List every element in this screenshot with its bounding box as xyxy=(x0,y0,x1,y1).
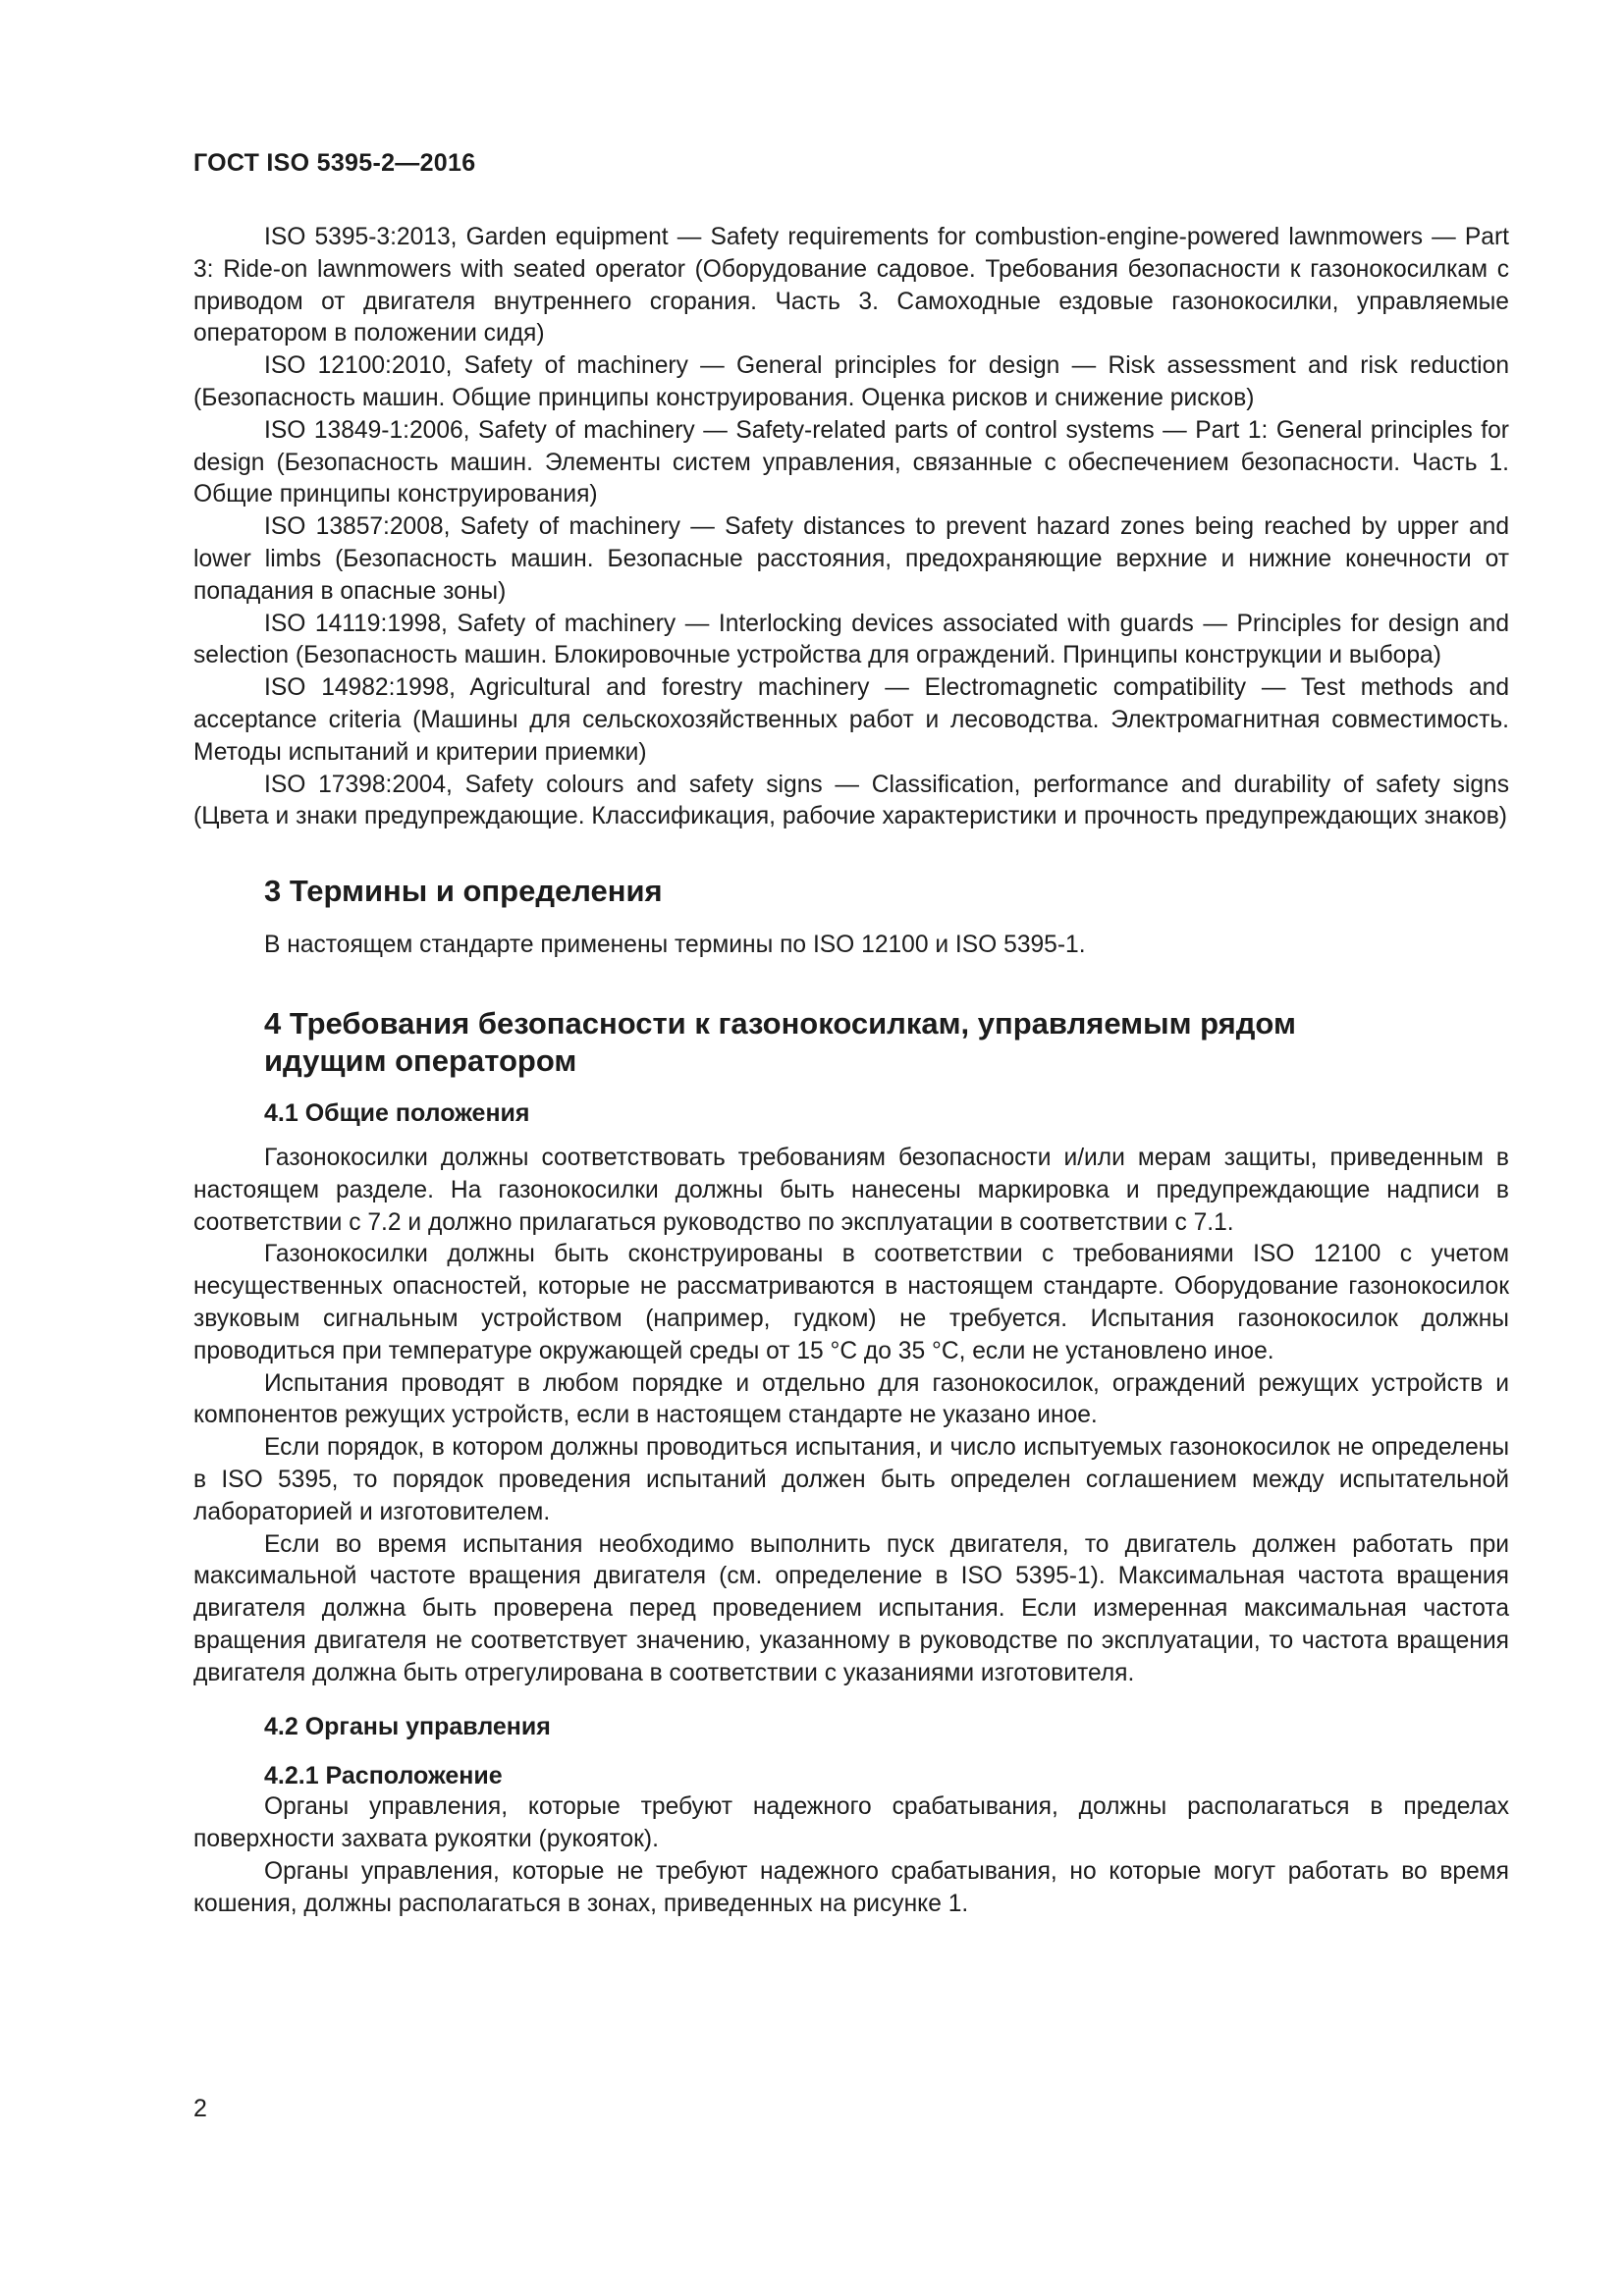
normative-references xyxy=(193,222,1509,833)
reference-item: ISO 14982:1998, Agricultural and forestry machinery — Electromagnetic compatibility — Test methods and acceptance criteria (Машины для сельскохозяйственных работ и лесоводства. Электромагнитная совместимость. Методы испытаний и критерии приемки) xyxy=(193,674,1509,766)
reference-item: ISO 13857:2008, Safety of machinery — Safety distances to prevent hazard zones being reached by upper and lower limbs (Безопасность машин. Безопасные расстояния, предохраняющие верхние и нижние конечности от попадания в опасные зоны) xyxy=(193,513,1509,605)
subsection-4-2-1-heading: 4.2.1 Расположение xyxy=(264,1762,503,1790)
reference-item: ISO 17398:2004, Safety colours and safety signs — Classification, performance and durability of safety signs (Цвета и знаки предупреждающие. Классификация, рабочие характеристики и прочность предупреждающих знаков) xyxy=(193,771,1509,830)
section-3-body: В настоящем стандарте применены термины по ISO 12100 и ISO 5395-1. xyxy=(264,932,1086,959)
section-4-heading-line1: 4 Требования безопасности к газонокосилкам, управляемым рядом xyxy=(264,1005,1296,1041)
paragraph: Если порядок, в котором должны проводиться испытания, и число испытуемых газонокосилок не определены в ISO 5395, то порядок проведения испытаний должен быть определен соглашением между испытательной лабораторией и изготовителем. xyxy=(193,1434,1509,1525)
page-number: 2 xyxy=(193,2095,207,2122)
paragraph: Испытания проводят в любом порядке и отдельно для газонокосилок, ограждений режущих устройств и компонентов режущих устройств, если в настоящем стандарте не указано иное. xyxy=(193,1369,1509,1429)
paragraph: Органы управления, которые не требуют надежного срабатывания, но которые могут работать во время кошения, должны располагаться в зонах, приведенных на рисунке 1. xyxy=(193,1858,1509,1917)
subsection-4-2-heading: 4.2 Органы управления xyxy=(264,1713,551,1741)
section-4-heading-line2: идущим оператором xyxy=(264,1042,577,1078)
paragraph: Органы управления, которые требуют надежного срабатывания, должны располагаться в пределах поверхности захвата рукоятки (рукояток). xyxy=(193,1793,1509,1853)
subsection-4-1-heading: 4.1 Общие положения xyxy=(264,1098,530,1127)
document-header: ГОСТ ISO 5395-2—2016 xyxy=(193,149,476,177)
page-content xyxy=(193,222,1509,1921)
paragraph: Газонокосилки должны быть сконструированы в соответствии с требованиями ISO 12100 с учетом несущественных опасностей, которые не рассматриваются в настоящем стандарте. Оборудование газонокосилок звуковым сигнальным устройством (например, гудком) не требуется. Испытания газонокосилок должны проводиться при температуре окружающей среды от 15 °С до 35 °С, если не установлено иное. xyxy=(193,1241,1509,1364)
paragraph: Если во время испытания необходимо выполнить пуск двигателя, то двигатель должен работать при максимальной частоте вращения двигателя (см. определение в ISO 5395-1). Максимальная частота вращения двигателя должна быть проверена перед проведением испытания. Если измеренная максимальная частота вращения двигателя не соответствует значению, указанному в руководстве по эксплуатации, то частота вращения двигателя должна быть отрегулирована в соответствии с указаниями изготовителя. xyxy=(193,1530,1509,1686)
reference-item: ISO 12100:2010, Safety of machinery — General principles for design — Risk assessment and risk reduction (Безопасность машин. Общие принципы конструирования. Оценка рисков и снижение рисков) xyxy=(193,352,1509,411)
reference-item: ISO 13849-1:2006, Safety of machinery — Safety-related parts of control systems — Part 1: General principles for design (Безопасность машин. Элементы систем управления, связанные с обеспечением безопасности. Часть 1. Общие принципы конструирования) xyxy=(193,416,1509,508)
reference-item: ISO 14119:1998, Safety of machinery — Interlocking devices associated with guards — Principles for design and selection (Безопасность машин. Блокировочные устройства для ограждений. Принципы конструкции и выбора) xyxy=(193,610,1509,669)
reference-item: ISO 5395-3:2013, Garden equipment — Safety requirements for combustion-engine-powered lawnmowers — Part 3: Ride-on lawnmowers with seated operator (Оборудование садовое. Требования безопасности к газонокосилкам с приводом от двигателя внутреннего сгорания. Часть 3. Самоходные ездовые газонокосилки, управляемые оператором в положении сидя) xyxy=(193,224,1509,347)
section-3-heading: 3 Термины и определения xyxy=(264,874,663,909)
paragraph: Газонокосилки должны соответствовать требованиям безопасности и/или мерам защиты, приведенным в настоящем разделе. На газонокосилки должны быть нанесены маркировка и предупреждающие надписи в соответствии с 7.2 и должно прилагаться руководство по эксплуатации в соответствии с 7.1. xyxy=(193,1144,1509,1236)
section-4-heading xyxy=(193,1005,1509,1080)
